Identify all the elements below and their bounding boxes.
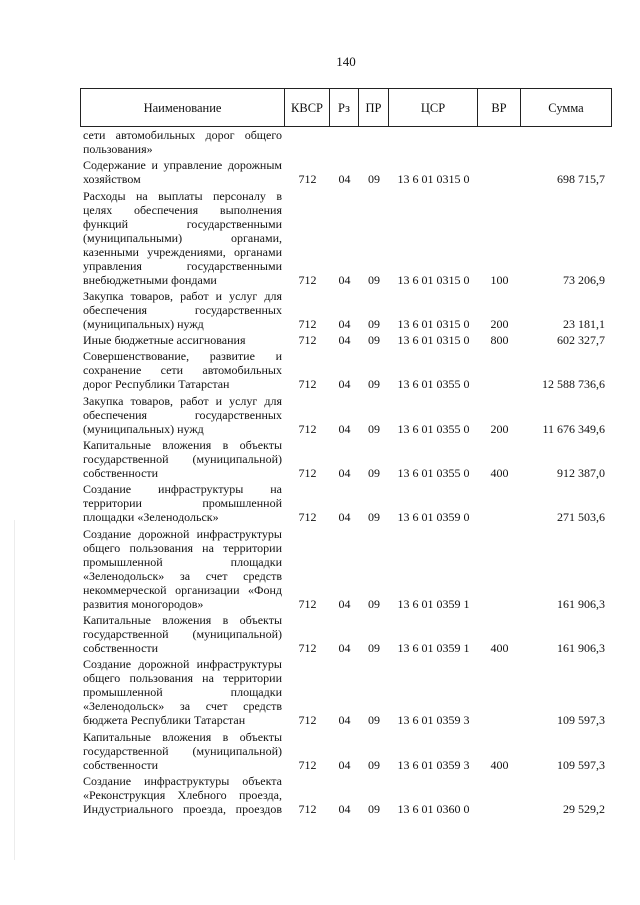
- row-name-line: Индустриального проезда, проездов: [83, 801, 282, 816]
- row-name-line: промышленной площадки: [83, 685, 282, 700]
- header-pr: ПР: [359, 89, 389, 126]
- row-name-line: обеспечения государственных: [83, 407, 282, 422]
- row-name-line: Капитальные вложения в объекты: [83, 438, 282, 453]
- row-name-line: общего пользования на территории: [83, 671, 282, 686]
- sum-cell: 23 181,1: [563, 316, 605, 331]
- row-name-line: Закупка товаров, работ и услуг для: [83, 393, 282, 408]
- kvsr-cell: 712: [298, 801, 317, 816]
- row-name-line: целях обеспечения выполнения: [83, 202, 282, 217]
- row-name-line: общего пользования на территории: [83, 540, 282, 555]
- sum-cell: 698 715,7: [557, 172, 605, 187]
- pr-cell: 09: [368, 466, 380, 481]
- csr-cell: 13 6 01 0360 0: [397, 801, 470, 816]
- kvsr-cell: 712: [298, 316, 317, 331]
- row-name: [80, 482, 285, 524]
- sum-cell: 12 588 736,6: [542, 377, 605, 392]
- table-row: [80, 480, 612, 524]
- page-number: 140: [336, 54, 356, 69]
- row-name: [80, 333, 285, 347]
- row-name-line: государственной (муниципальной): [83, 626, 282, 641]
- rz-cell: 04: [338, 596, 351, 611]
- rz-cell: 04: [338, 333, 351, 348]
- pr-cell: 09: [368, 172, 380, 187]
- sum-cell: 109 597,3: [557, 757, 605, 772]
- vr-cell: 400: [490, 757, 509, 772]
- row-name-line: промышленной площадки: [83, 554, 282, 569]
- vr-cell: 400: [490, 640, 509, 655]
- row-name-line: собственности: [83, 466, 159, 481]
- kvsr-cell: 712: [298, 466, 317, 481]
- csr-cell: 13 6 01 0359 1: [397, 596, 470, 611]
- table-body: [80, 128, 612, 816]
- sum-cell: 29 529,2: [563, 801, 605, 816]
- row-name: [80, 613, 285, 655]
- row-name-line: дорог Республики Татарстан: [83, 377, 230, 392]
- kvsr-cell: 712: [298, 272, 317, 287]
- rz-cell: 04: [338, 466, 351, 481]
- row-name-line: Закупка товаров, работ и услуг для: [83, 288, 282, 303]
- sum-cell: 73 206,9: [563, 272, 605, 287]
- pr-cell: 09: [368, 510, 380, 525]
- csr-cell: 13 6 01 0315 0: [397, 172, 470, 187]
- pr-cell: 09: [368, 377, 380, 392]
- csr-cell: 13 6 01 0359 3: [397, 713, 470, 728]
- csr-cell: 13 6 01 0355 0: [397, 466, 470, 481]
- table-header: [80, 88, 612, 127]
- csr-cell: 13 6 01 0359 3: [397, 757, 470, 772]
- row-name-line: площадки «Зеленодольск»: [83, 510, 219, 525]
- sum-cell: 161 906,3: [557, 640, 605, 655]
- kvsr-cell: 712: [298, 421, 317, 436]
- csr-cell: 13 6 01 0315 0: [397, 272, 470, 287]
- table-row: [80, 391, 612, 435]
- row-name: [80, 527, 285, 611]
- pr-cell: 09: [368, 421, 380, 436]
- header-csr: ЦСР: [389, 89, 478, 126]
- header-vr: ВР: [478, 89, 521, 126]
- row-name: [80, 289, 285, 331]
- row-name-line: хозяйством: [83, 172, 141, 187]
- rz-cell: 04: [338, 421, 351, 436]
- rz-cell: 04: [338, 757, 351, 772]
- row-name-line: некоммерческой организации «Фонд: [83, 582, 282, 597]
- row-name-line: казенными учреждениями, органами: [83, 244, 282, 259]
- kvsr-cell: 712: [298, 377, 317, 392]
- row-name-line: Капитальные вложения в объекты: [83, 612, 282, 627]
- row-name-line: пользования»: [83, 142, 153, 156]
- row-name-line: Расходы на выплаты персоналу в: [83, 188, 282, 203]
- row-name-line: «Реконструкция Хлебного проезда,: [83, 787, 282, 802]
- row-name-line: «Зеленодольск» за счет средств: [83, 699, 282, 714]
- row-name-line: сети автомобильных дорог общего: [83, 128, 282, 142]
- header-name: Наименование: [81, 89, 285, 126]
- table-row: [80, 347, 612, 391]
- table-row: [80, 128, 612, 156]
- csr-cell: 13 6 01 0355 0: [397, 377, 470, 392]
- row-name: [80, 657, 285, 727]
- row-name: [80, 189, 285, 287]
- row-name-line: бюджета Республики Татарстан: [83, 713, 246, 728]
- rz-cell: 04: [338, 316, 351, 331]
- rz-cell: 04: [338, 510, 351, 525]
- kvsr-cell: 712: [298, 757, 317, 772]
- rz-cell: 04: [338, 377, 351, 392]
- table-row: [80, 772, 612, 816]
- row-name-line: Капитальные вложения в объекты: [83, 729, 282, 744]
- csr-cell: 13 6 01 0359 0: [397, 510, 470, 525]
- csr-cell: 13 6 01 0315 0: [397, 316, 470, 331]
- row-name-line: обеспечения государственных: [83, 302, 282, 317]
- header-sum: Сумма: [548, 100, 584, 115]
- row-name-line: территории промышленной: [83, 496, 282, 511]
- row-name-line: Создание инфраструктуры объекта: [83, 773, 282, 788]
- pr-cell: 09: [368, 596, 380, 611]
- header-kvsr: КВСР: [285, 89, 330, 126]
- table-row: [80, 655, 612, 727]
- csr-cell: 13 6 01 0359 1: [397, 640, 470, 655]
- sum-cell: 161 906,3: [557, 596, 605, 611]
- rz-cell: 04: [338, 640, 351, 655]
- row-name-line: «Зеленодольск» за счет средств: [83, 568, 282, 583]
- pr-cell: 09: [368, 640, 380, 655]
- row-name-line: государственной (муниципальной): [83, 743, 282, 758]
- row-name: [80, 774, 285, 816]
- row-name-line: Создание дорожной инфраструктуры: [83, 526, 282, 541]
- row-name-line: (муниципальных) нужд: [83, 421, 204, 436]
- table-row: [80, 611, 612, 655]
- kvsr-cell: 712: [298, 510, 317, 525]
- row-name-line: Создание инфраструктуры на: [83, 482, 282, 497]
- sum-cell: 602 327,7: [557, 333, 605, 348]
- header-rz: Рз: [330, 89, 359, 126]
- row-name-line: внебюджетными фондами: [83, 272, 217, 287]
- row-name-line: Иные бюджетные ассигнования: [83, 333, 246, 348]
- table-row: [80, 524, 612, 610]
- row-name-line: собственности: [83, 757, 159, 772]
- rz-cell: 04: [338, 713, 351, 728]
- vr-cell: 100: [490, 272, 509, 287]
- csr-cell: 13 6 01 0355 0: [397, 421, 470, 436]
- pr-cell: 09: [368, 272, 380, 287]
- pr-cell: 09: [368, 713, 380, 728]
- row-name: [80, 158, 285, 186]
- vr-cell: 800: [490, 333, 509, 348]
- row-name-line: сохранение сети автомобильных: [83, 363, 282, 378]
- table-row: [80, 436, 612, 480]
- scan-margin-mark: [14, 520, 15, 860]
- table-row: [80, 331, 612, 347]
- vr-cell: 400: [490, 466, 509, 481]
- row-name: [80, 730, 285, 772]
- kvsr-cell: 712: [298, 333, 317, 348]
- sum-cell: 912 387,0: [557, 466, 605, 481]
- row-name-line: собственности: [83, 640, 159, 655]
- row-name-line: (муниципальными) органами,: [83, 230, 282, 245]
- row-name-line: (муниципальных) нужд: [83, 316, 204, 331]
- row-name-line: развития моногородов»: [83, 596, 204, 611]
- kvsr-cell: 712: [298, 640, 317, 655]
- sum-cell: 11 676 349,6: [542, 421, 605, 436]
- vr-cell: 200: [490, 421, 509, 436]
- table-row: [80, 156, 612, 186]
- row-name: [80, 394, 285, 436]
- rz-cell: 04: [338, 801, 351, 816]
- rz-cell: 04: [338, 172, 351, 187]
- pr-cell: 09: [368, 757, 380, 772]
- sum-cell: 271 503,6: [557, 510, 605, 525]
- pr-cell: 09: [368, 333, 380, 348]
- kvsr-cell: 712: [298, 596, 317, 611]
- row-name: [80, 128, 285, 156]
- kvsr-cell: 712: [298, 172, 317, 187]
- kvsr-cell: 712: [298, 713, 317, 728]
- row-name-line: Содержание и управление дорожным: [83, 158, 282, 173]
- table-row: [80, 186, 612, 286]
- rz-cell: 04: [338, 272, 351, 287]
- row-name-line: Совершенствование, развитие и: [83, 349, 282, 364]
- table-row: [80, 287, 612, 331]
- row-name-line: государственной (муниципальной): [83, 452, 282, 467]
- row-name-line: функций государственными: [83, 216, 282, 231]
- sum-cell: 109 597,3: [557, 713, 605, 728]
- row-name-line: Создание дорожной инфраструктуры: [83, 657, 282, 672]
- row-name: [80, 438, 285, 480]
- vr-cell: 200: [490, 316, 509, 331]
- row-name: [80, 349, 285, 391]
- pr-cell: 09: [368, 316, 380, 331]
- table-row: [80, 727, 612, 771]
- row-name-line: управления государственными: [83, 258, 282, 273]
- pr-cell: 09: [368, 801, 380, 816]
- csr-cell: 13 6 01 0315 0: [397, 333, 470, 348]
